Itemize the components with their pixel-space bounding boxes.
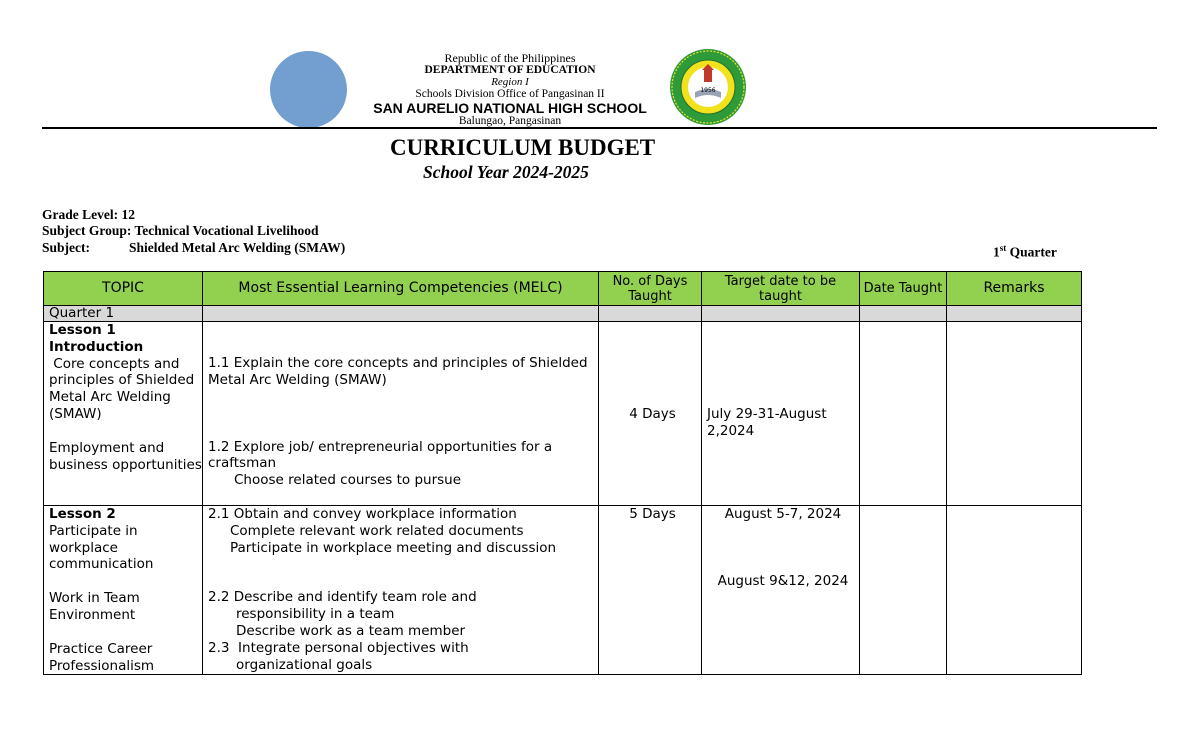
col-remarks: Remarks [947, 272, 1082, 306]
lesson1-target: July 29-31-August 2,2024 [707, 406, 827, 439]
lesson1-days-cell [599, 322, 702, 506]
region-line: Region I [491, 76, 529, 88]
lesson2-remarks [947, 506, 1082, 675]
lesson1-title: Lesson 1 [49, 322, 116, 338]
quarter-cell: Quarter 1 [44, 306, 203, 322]
lesson2-topic-a: Participate in workplace communication [49, 522, 154, 573]
lesson2-melc-a: 2.1 Obtain and convey workplace information [208, 506, 517, 522]
lesson2-title: Lesson 2 [49, 506, 116, 522]
lesson2-topic-cell [44, 506, 203, 675]
lesson1-topic-cell [44, 322, 203, 506]
lesson2-target-cell [702, 506, 860, 675]
lesson1-melc-b-sub: Choose related courses to pursue [234, 472, 462, 489]
quarter-row [44, 306, 1082, 322]
lesson2-date-taught [860, 506, 947, 675]
lesson1-date-taught [860, 322, 947, 506]
grade-level: Grade Level: 12 [42, 207, 135, 222]
subject-label: Subject: [42, 240, 90, 255]
lesson1-melc-cell [203, 322, 599, 506]
lesson1-subtitle: Introduction [49, 338, 144, 355]
col-days: No. of Days Taught [599, 272, 702, 306]
col-melc: Most Essential Learning Competencies (MELC) [203, 272, 599, 306]
lesson2-melc-c: 2.3 Integrate personal objectives with [208, 639, 469, 656]
lesson1-topic-b: Employment and business opportunities [49, 439, 202, 473]
school-year: School Year 2024-2025 [423, 162, 589, 182]
table-row [44, 322, 1082, 506]
col-topic: TOPIC [44, 272, 203, 306]
col-target-date: Target date to be taught [702, 272, 860, 306]
subject-value: Shielded Metal Arc Welding (SMAW) [129, 240, 346, 255]
lesson2-melc-b: 2.2 Describe and identify team role and [208, 589, 477, 606]
lesson2-melc-b-sub: Describe work as a team member [236, 622, 466, 639]
document-title: CURRICULUM BUDGET [390, 135, 656, 160]
lesson2-target-a: August 5-7, 2024 [724, 506, 842, 522]
table-header-row [44, 272, 1082, 306]
lesson1-melc-a: 1.1 Explain the core concepts and principles of Shielded Metal Arc Welding (SMAW) [208, 355, 588, 388]
lesson1-topic-a: Core concepts and principles of Shielded Metal Arc Welding (SMAW) [49, 355, 199, 422]
lesson2-topic-c: Practice Career Professionalism [49, 640, 155, 674]
seal-year: 1956 [700, 87, 716, 94]
school-name: SAN AURELIO NATIONAL HIGH SCHOOL [373, 100, 647, 116]
lesson1-remarks [947, 322, 1082, 506]
school-location: Balungao, Pangasinan [458, 115, 562, 127]
lesson1-target-cell [702, 322, 860, 506]
lesson2-melc-c-cont: organizational goals [236, 656, 373, 673]
lesson2-melc-a-sub2: Participate in workplace meeting and discussion [230, 539, 557, 556]
lesson2-melc-a-sub1: Complete relevant work related documents [230, 522, 524, 539]
republic-line: Republic of the Philippines [444, 51, 576, 65]
lesson2-days-cell [599, 506, 702, 675]
department-line: DEPARTMENT OF EDUCATION [424, 64, 596, 76]
lesson2-target-b: August 9&12, 2024 [717, 572, 849, 589]
header-divider [42, 127, 1157, 129]
col-date-taught: Date Taught [860, 272, 947, 306]
lesson2-melc-b-cont: responsibility in a team [236, 606, 395, 623]
subject-group: Subject Group: Technical Vocational Livelihood [42, 223, 319, 238]
lesson2-days: 5 Days [629, 506, 676, 522]
lesson1-days: 4 Days [629, 406, 676, 422]
lesson2-topic-b: Work in Team Environment [49, 590, 140, 623]
lesson1-melc-b: 1.2 Explore job/ entrepreneurial opportunities for a craftsman [208, 438, 553, 472]
table-row [44, 506, 1082, 675]
division-line: Schools Division Office of Pangasinan II [415, 88, 605, 100]
curriculum-table [43, 271, 1082, 675]
quarter-label: 1st Quarter [993, 243, 1057, 260]
lesson2-melc-cell [203, 506, 599, 675]
